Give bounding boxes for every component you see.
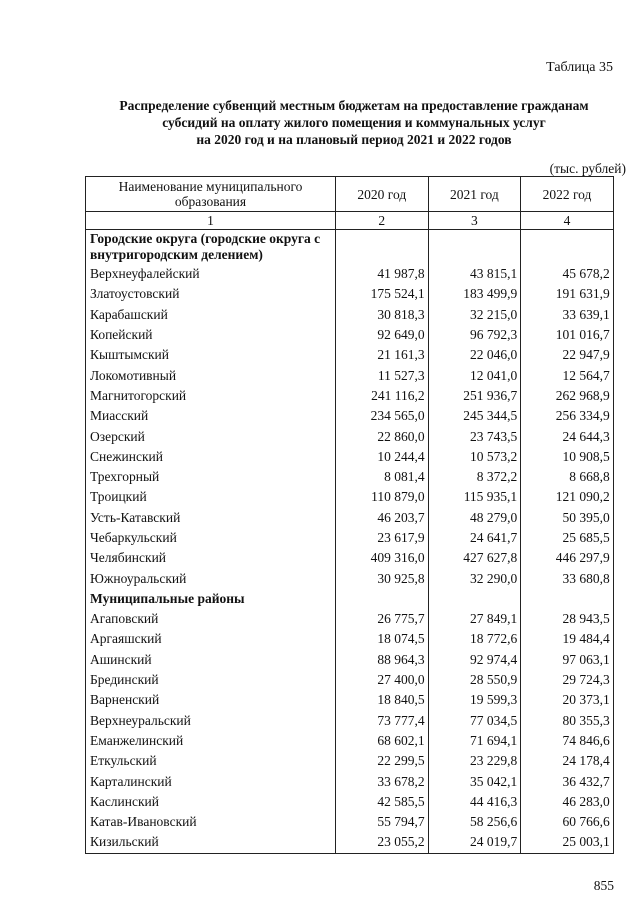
table-row	[86, 305, 614, 325]
value-2022: 24 178,4	[521, 751, 614, 771]
municipality-name: Верхнеуральский	[86, 711, 336, 731]
table-number: Таблица 35	[546, 60, 613, 75]
table-row	[86, 650, 614, 670]
column-number: 1	[86, 212, 336, 230]
table-row	[86, 487, 614, 507]
value-2021: 77 034,5	[428, 711, 521, 731]
value-2022: 19 484,4	[521, 629, 614, 649]
table-row	[86, 690, 614, 710]
value-2020: 26 775,7	[336, 609, 429, 629]
value-2020: 22 299,5	[336, 751, 429, 771]
value-2020: 175 524,1	[336, 284, 429, 304]
municipality-name: Усть-Катавский	[86, 508, 336, 528]
value-2022: 60 766,6	[521, 812, 614, 832]
value-2020: 92 649,0	[336, 325, 429, 345]
municipality-name: Еманжелинский	[86, 731, 336, 751]
value-2020: 409 316,0	[336, 548, 429, 568]
value-2020: 18 074,5	[336, 629, 429, 649]
value-2021: 27 849,1	[428, 609, 521, 629]
section-title: Городские округа (городские округа с внутригородским делением)	[86, 230, 336, 265]
document-title	[84, 97, 624, 148]
value-2021: 71 694,1	[428, 731, 521, 751]
value-2022: 191 631,9	[521, 284, 614, 304]
municipality-name: Локомотивный	[86, 365, 336, 385]
value-2022: 24 644,3	[521, 426, 614, 446]
municipality-name: Чебаркульский	[86, 528, 336, 548]
column-number-row	[86, 212, 614, 230]
value-2020: 55 794,7	[336, 812, 429, 832]
section-row	[86, 230, 614, 265]
page-number: 855	[593, 878, 614, 893]
municipality-name: Озерский	[86, 426, 336, 446]
empty-cell	[336, 230, 429, 265]
value-2020: 22 860,0	[336, 426, 429, 446]
value-2020: 42 585,5	[336, 792, 429, 812]
municipality-name: Южноуральский	[86, 568, 336, 588]
header-name: Наименование муниципального образования	[86, 177, 336, 212]
table-row	[86, 447, 614, 467]
value-2021: 58 256,6	[428, 812, 521, 832]
value-2020: 46 203,7	[336, 508, 429, 528]
value-2022: 10 908,5	[521, 447, 614, 467]
value-2020: 10 244,4	[336, 447, 429, 467]
value-2021: 35 042,1	[428, 771, 521, 791]
value-2022: 446 297,9	[521, 548, 614, 568]
empty-cell	[521, 589, 614, 609]
municipality-name: Кизильский	[86, 832, 336, 853]
table-row	[86, 548, 614, 568]
municipality-name: Каслинский	[86, 792, 336, 812]
value-2022: 28 943,5	[521, 609, 614, 629]
municipality-name: Снежинский	[86, 447, 336, 467]
municipality-name: Варненский	[86, 690, 336, 710]
value-2022: 25 685,5	[521, 528, 614, 548]
table-row	[86, 264, 614, 284]
value-2021: 23 743,5	[428, 426, 521, 446]
municipality-name: Аргаяшский	[86, 629, 336, 649]
value-2021: 245 344,5	[428, 406, 521, 426]
value-2022: 50 395,0	[521, 508, 614, 528]
table-row	[86, 568, 614, 588]
municipality-name: Троицкий	[86, 487, 336, 507]
table-row	[86, 467, 614, 487]
municipality-name: Брединский	[86, 670, 336, 690]
value-2020: 241 116,2	[336, 386, 429, 406]
table-row	[86, 609, 614, 629]
header-2021: 2021 год	[428, 177, 521, 212]
value-2022: 36 432,7	[521, 771, 614, 791]
value-2021: 92 974,4	[428, 650, 521, 670]
value-2020: 234 565,0	[336, 406, 429, 426]
value-2021: 32 290,0	[428, 568, 521, 588]
municipality-name: Ашинский	[86, 650, 336, 670]
title-line: субсидий на оплату жилого помещения и коммунальных услуг	[162, 115, 546, 130]
value-2021: 24 019,7	[428, 832, 521, 853]
subventions-table	[85, 176, 614, 854]
municipality-name: Катав-Ивановский	[86, 812, 336, 832]
table-row	[86, 731, 614, 751]
municipality-name: Агаповский	[86, 609, 336, 629]
value-2020: 30 925,8	[336, 568, 429, 588]
table-row	[86, 528, 614, 548]
table-row	[86, 751, 614, 771]
value-2022: 97 063,1	[521, 650, 614, 670]
value-2021: 28 550,9	[428, 670, 521, 690]
municipality-name: Челябинский	[86, 548, 336, 568]
table-row	[86, 426, 614, 446]
table-row	[86, 629, 614, 649]
empty-cell	[521, 230, 614, 265]
value-2021: 10 573,2	[428, 447, 521, 467]
value-2022: 20 373,1	[521, 690, 614, 710]
value-2022: 12 564,7	[521, 365, 614, 385]
table-row	[86, 386, 614, 406]
value-2021: 44 416,3	[428, 792, 521, 812]
value-2020: 18 840,5	[336, 690, 429, 710]
header-row	[86, 177, 614, 212]
value-2021: 18 772,6	[428, 629, 521, 649]
municipality-name: Кыштымский	[86, 345, 336, 365]
value-2020: 27 400,0	[336, 670, 429, 690]
value-2020: 88 964,3	[336, 650, 429, 670]
value-2021: 48 279,0	[428, 508, 521, 528]
value-2020: 110 879,0	[336, 487, 429, 507]
municipality-name: Верхнеуфалейский	[86, 264, 336, 284]
table-row	[86, 711, 614, 731]
value-2022: 256 334,9	[521, 406, 614, 426]
value-2020: 68 602,1	[336, 731, 429, 751]
empty-cell	[336, 589, 429, 609]
table-row	[86, 365, 614, 385]
value-2022: 262 968,9	[521, 386, 614, 406]
column-number: 2	[336, 212, 429, 230]
municipality-name: Трехгорный	[86, 467, 336, 487]
value-2022: 45 678,2	[521, 264, 614, 284]
municipality-name: Карабашский	[86, 305, 336, 325]
value-2020: 11 527,3	[336, 365, 429, 385]
value-2021: 427 627,8	[428, 548, 521, 568]
value-2021: 183 499,9	[428, 284, 521, 304]
value-2021: 23 229,8	[428, 751, 521, 771]
municipality-name: Копейский	[86, 325, 336, 345]
value-2022: 46 283,0	[521, 792, 614, 812]
municipality-name: Магнитогорский	[86, 386, 336, 406]
table-row	[86, 325, 614, 345]
value-2022: 33 680,8	[521, 568, 614, 588]
table-row	[86, 406, 614, 426]
table-row	[86, 508, 614, 528]
table-row	[86, 832, 614, 853]
value-2021: 96 792,3	[428, 325, 521, 345]
section-row	[86, 589, 614, 609]
column-number: 4	[521, 212, 614, 230]
municipality-name: Миасский	[86, 406, 336, 426]
header-2022: 2022 год	[521, 177, 614, 212]
value-2022: 25 003,1	[521, 832, 614, 853]
units-label: (тыс. рублей)	[549, 161, 626, 176]
value-2021: 24 641,7	[428, 528, 521, 548]
value-2020: 23 055,2	[336, 832, 429, 853]
table-row	[86, 771, 614, 791]
empty-cell	[428, 589, 521, 609]
table-row	[86, 812, 614, 832]
value-2021: 12 041,0	[428, 365, 521, 385]
value-2020: 30 818,3	[336, 305, 429, 325]
section-title: Муниципальные районы	[86, 589, 336, 609]
municipality-name: Карталинский	[86, 771, 336, 791]
value-2022: 8 668,8	[521, 467, 614, 487]
value-2020: 41 987,8	[336, 264, 429, 284]
header-2020: 2020 год	[336, 177, 429, 212]
table-row	[86, 345, 614, 365]
table-row	[86, 670, 614, 690]
value-2021: 8 372,2	[428, 467, 521, 487]
title-line: на 2020 год и на плановый период 2021 и 2022 годов	[196, 132, 512, 147]
value-2021: 251 936,7	[428, 386, 521, 406]
value-2022: 74 846,6	[521, 731, 614, 751]
value-2022: 22 947,9	[521, 345, 614, 365]
value-2022: 101 016,7	[521, 325, 614, 345]
value-2021: 32 215,0	[428, 305, 521, 325]
value-2022: 80 355,3	[521, 711, 614, 731]
table-body	[86, 230, 614, 854]
table-row	[86, 792, 614, 812]
column-number: 3	[428, 212, 521, 230]
value-2020: 8 081,4	[336, 467, 429, 487]
value-2020: 33 678,2	[336, 771, 429, 791]
municipality-name: Еткульский	[86, 751, 336, 771]
value-2021: 115 935,1	[428, 487, 521, 507]
empty-cell	[428, 230, 521, 265]
table-row	[86, 284, 614, 304]
municipality-name: Златоустовский	[86, 284, 336, 304]
value-2021: 22 046,0	[428, 345, 521, 365]
value-2022: 121 090,2	[521, 487, 614, 507]
title-line: Распределение субвенций местным бюджетам на предоставление гражданам	[119, 98, 589, 113]
value-2022: 33 639,1	[521, 305, 614, 325]
value-2020: 23 617,9	[336, 528, 429, 548]
value-2022: 29 724,3	[521, 670, 614, 690]
value-2021: 19 599,3	[428, 690, 521, 710]
value-2021: 43 815,1	[428, 264, 521, 284]
value-2020: 73 777,4	[336, 711, 429, 731]
value-2020: 21 161,3	[336, 345, 429, 365]
